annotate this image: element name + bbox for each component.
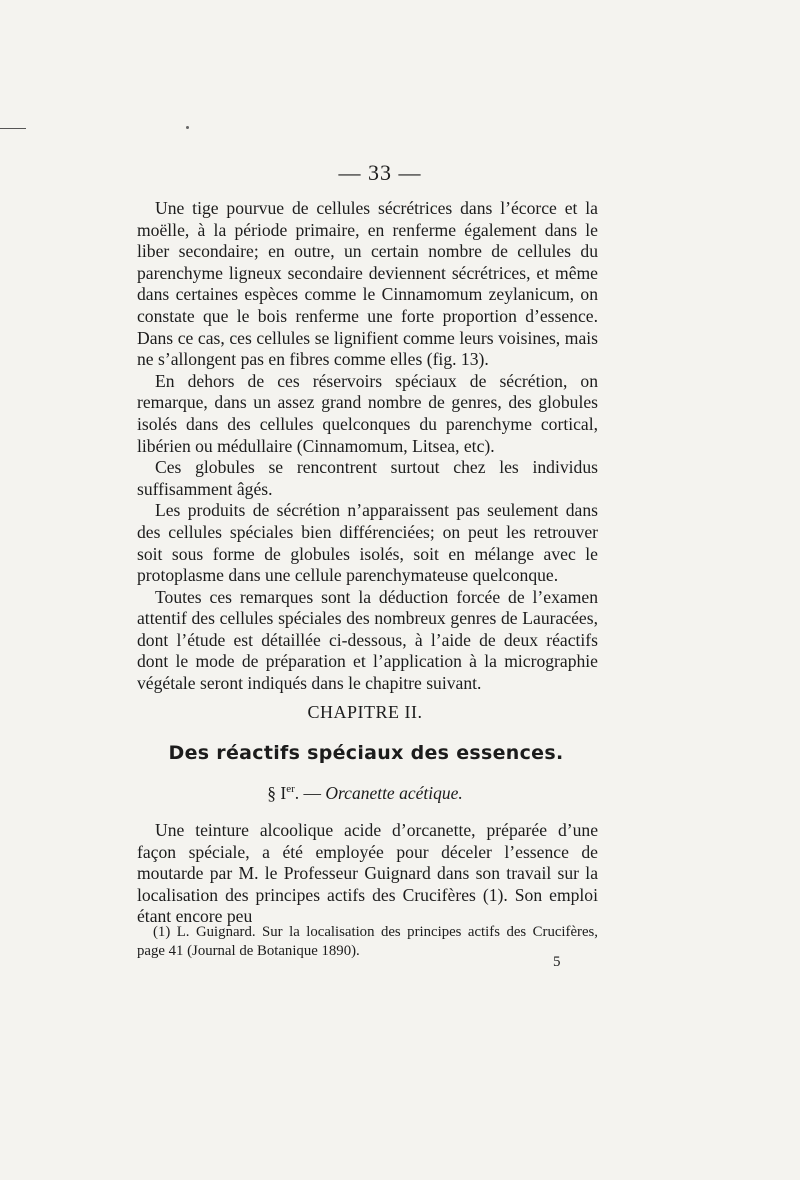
section-title: Orcanette acétique. [325, 783, 463, 803]
edge-mark [0, 128, 26, 129]
paragraph: Ces globules se rencontrent surtout chez les individus suffisamment âgés. [137, 457, 598, 499]
section-sep: . — [294, 783, 326, 803]
paragraph: En dehors de ces réservoirs spéciaux de sécrétion, on remarque, dans un assez grand nombre de genres, des globules isolés dans des cellules quelconques du parenchyme cortical, libérien ou médullaire (Cinnamomum, Litsea, etc). [137, 370, 598, 456]
speck [186, 126, 189, 129]
paragraph: Une tige pourvue de cellules sécrétrices dans l’écorce et la moëlle, à la période primaire, en renferme également dans le liber secondaire; en outre, un certain nombre de cellules du parenchyme ligneux secondaire deviennent sécrétrices, et même dans certaines espèces comme le Cinnamomum zeylanicum, on constate que le bois renferme une forte proportion d’essence. Dans ce cas, ces cellules se lignifient comme leurs voisines, mais ne s’allongent pas en fibres comme elles (fig. 13). [137, 198, 598, 370]
chapter-label: CHAPITRE II. [307, 702, 423, 722]
footnote [137, 923, 598, 961]
footnote-text: (1) L. Guignard. Sur la localisation des principes actifs des Crucifères, page 41 (Journal de Botanique 1890). [137, 924, 598, 959]
paragraph: Une teinture alcoolique acide d’orcanette, préparée d’une façon spéciale, a été employée pour déceler l’essence de moutarde par M. le Professeur Guignard dans son travail sur la localisation des principes actifs des Crucifères (1). Son emploi étant encore peu [137, 820, 598, 927]
body-text-top [137, 198, 598, 695]
chapter-title: Des réactifs spéciaux des essences. [168, 742, 564, 764]
page-number: — 33 — [338, 160, 422, 185]
paragraph: Les produits de sécrétion n’apparaissent pas seulement dans des cellules spéciales bien différenciées; on peut les retrouver soit sous forme de globules isolés, soit en mélange avec le protoplasme dans une cellule parenchymateuse quelconque. [137, 500, 598, 586]
body-text-bottom [137, 820, 598, 928]
section-mark: § I [267, 783, 287, 803]
signature-mark: 5 [553, 954, 561, 970]
section-sup: er [286, 783, 295, 796]
section-heading [0, 783, 730, 804]
paragraph: Toutes ces remarques sont la déduction forcée de l’examen attentif des cellules spéciales des nombreux genres de Lauracées, dont l’étude est détaillée ci-dessous, à l’aide de deux réactifs dont le mode de préparation et l’application à la micrographie végétale seront indiqués dans le chapitre suivant. [137, 586, 598, 694]
